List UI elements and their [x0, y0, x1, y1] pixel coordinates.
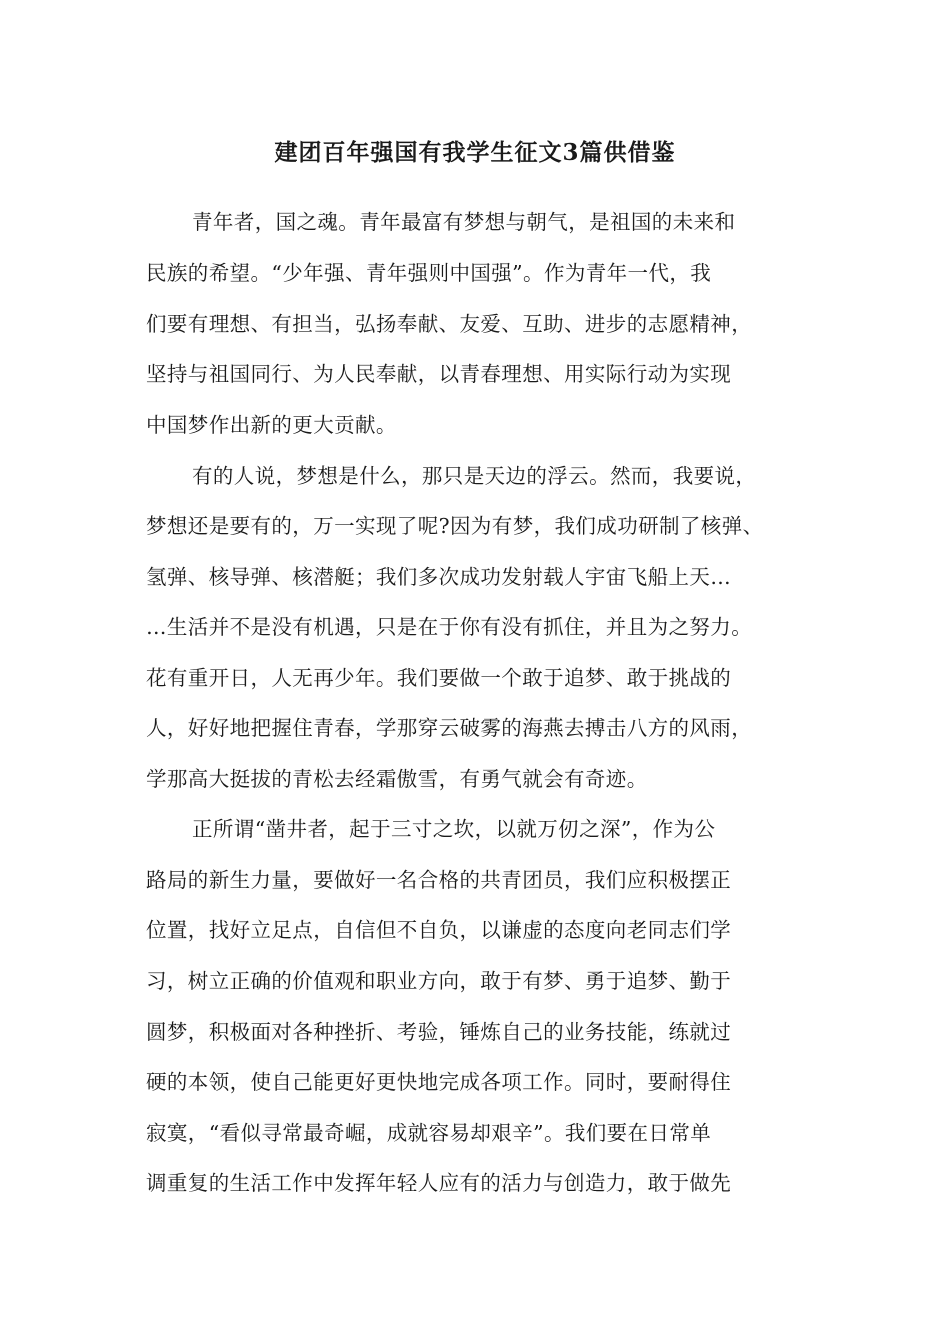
paragraph-3-line-2: 路局的新生力量，要做好一名合格的共青团员，我们应积极摆正: [146, 868, 732, 892]
paragraph-2-line-6: 人，好好地把握住青春，学那穿云破雾的海燕去搏击八方的风雨，: [146, 716, 753, 740]
paragraph-3-line-3: 位置，找好立足点，自信但不自负，以谦虚的态度向老同志们学: [146, 918, 732, 942]
document-title: 建团百年强国有我学生征文3篇供借鉴: [274, 139, 676, 166]
paragraph-1-line-4: 坚持与祖国同行、为人民奉献，以青春理想、用实际行动为实现: [146, 362, 732, 386]
paragraph-1-line-2: 民族的希望。“少年强、青年强则中国强”。作为青年一代，我: [146, 261, 712, 285]
paragraph-3-line-8: 调重复的生活工作中发挥年轻人应有的活力与创造力，敢于做先: [146, 1171, 732, 1195]
paragraph-2-line-7: 学那高大挺拔的青松去经霜傲雪，有勇气就会有奇迹。: [146, 767, 648, 791]
paragraph-1-line-1: 青年者，国之魂。青年最富有梦想与朝气，是祖国的未来和: [192, 210, 736, 234]
paragraph-3-line-6: 硬的本领，使自己能更好更快地完成各项工作。同时，要耐得住: [146, 1070, 732, 1094]
paragraph-3-line-7: 寂寞，“看似寻常最奇崛，成就容易却艰辛”。我们要在日常单: [146, 1121, 712, 1145]
paragraph-3-line-1: 正所谓“凿井者，起于三寸之坎，以就万仞之深”，作为公: [192, 817, 716, 841]
paragraph-2-line-3: 氢弹、核导弹、核潜艇；我们多次成功发射载人宇宙飞船上天…: [146, 565, 732, 589]
paragraph-2-line-4: …生活并不是没有机遇，只是在于你有没有抓住，并且为之努力。: [146, 615, 753, 639]
paragraph-2-line-1: 有的人说，梦想是什么，那只是天边的浮云。然而，我要说，: [192, 464, 757, 488]
paragraph-3-line-5: 圆梦，积极面对各种挫折、考验，锤炼自己的业务技能，练就过: [146, 1020, 732, 1044]
paragraph-1-line-3: 们要有理想、有担当，弘扬奉献、友爱、互助、进步的志愿精神，: [146, 312, 753, 336]
paragraph-2-line-5: 花有重开日，人无再少年。我们要做一个敢于追梦、敢于挑战的: [146, 666, 732, 690]
paragraph-1-line-5: 中国梦作出新的更大贡献。: [146, 413, 397, 437]
paragraph-2-line-2: 梦想还是要有的，万一实现了呢?因为有梦，我们成功研制了核弹、: [146, 514, 764, 538]
paragraph-3-line-4: 习，树立正确的价值观和职业方向，敢于有梦、勇于追梦、勤于: [146, 969, 732, 993]
